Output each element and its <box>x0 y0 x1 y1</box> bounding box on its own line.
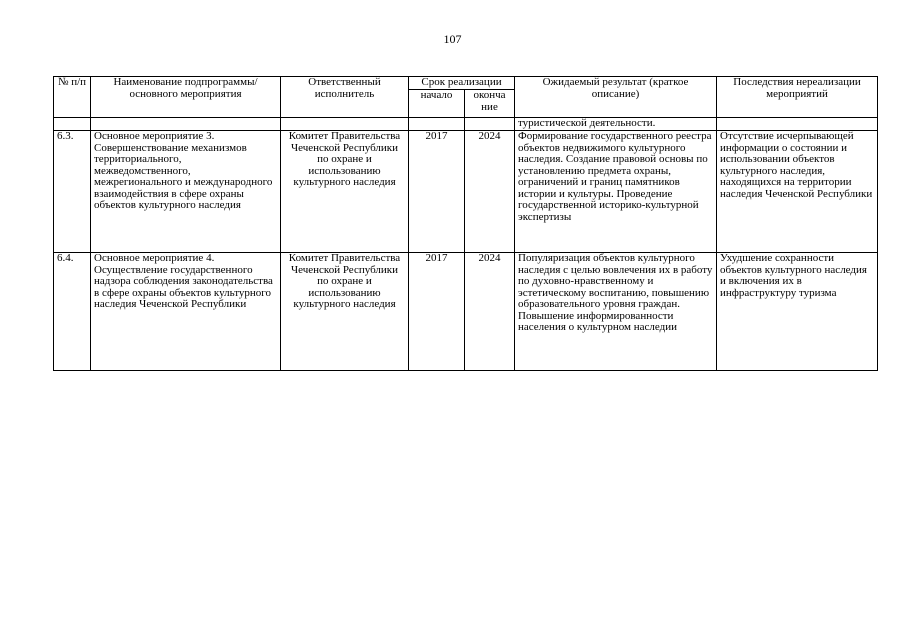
header-period: Срок реализации <box>409 77 515 90</box>
header-name: Наименование подпрограммы/ основного мероприятия <box>91 77 281 118</box>
header-responsible: Ответственный исполнитель <box>281 77 409 118</box>
continuation-row <box>54 118 878 131</box>
row-consequences: Отсутствие исчерпывающей информации о состоянии и использовании объектов культурного наследия, находящихся на территории наследия Чеченской Республики <box>717 131 878 253</box>
header-end: оконча ние <box>465 90 515 118</box>
header-row <box>54 77 878 90</box>
row-result: Формирование государственного реестра объектов недвижимого культурного наследия. Создание правовой основы по установлению предмета охраны, ограничений и границ памятников истории и культуры. Проведение государственной историко-культурной экспертизы <box>515 131 717 253</box>
row-name: Основное мероприятие 4. Осуществление государственного надзора соблюдения законодательства в сфере охраны объектов культурного наследия Чеченской Республики <box>91 253 281 371</box>
row-start: 2017 <box>409 253 465 371</box>
row-start: 2017 <box>409 131 465 253</box>
row-name: Основное мероприятие 3. Совершенствование механизмов территориального, межведомственного, межрегионального и международного взаимодействия в сфере охраны объектов культурного наследия <box>91 131 281 253</box>
program-table <box>53 76 878 371</box>
row-end: 2024 <box>465 131 515 253</box>
header-consequences: Последствия нереализации мероприятий <box>717 77 878 118</box>
header-result: Ожидаемый результат (краткое описание) <box>515 77 717 118</box>
header-start: начало <box>409 90 465 118</box>
row-result: Популяризация объектов культурного наследия с целью вовлечения их в работу по духовно-нравственному и эстетическому воспитанию, повышению образовательного уровня граждан. Повышение информированности населения о культурном наследии <box>515 253 717 371</box>
row-responsible: Комитет Правительства Чеченской Республики по охране и использованию культурного наследия <box>281 131 409 253</box>
row-consequences: Ухудшение сохранности объектов культурного наследия и включения их в инфраструктуру туризма <box>717 253 878 371</box>
table-row <box>54 253 878 371</box>
continuation-result: туристической деятельности. <box>515 118 717 131</box>
table-row <box>54 131 878 253</box>
row-num: 6.4. <box>54 253 91 371</box>
page-number: 107 <box>443 32 462 46</box>
row-num: 6.3. <box>54 131 91 253</box>
row-responsible: Комитет Правительства Чеченской Республики по охране и использованию культурного наследия <box>281 253 409 371</box>
row-end: 2024 <box>465 253 515 371</box>
header-num: № п/п <box>54 77 91 118</box>
